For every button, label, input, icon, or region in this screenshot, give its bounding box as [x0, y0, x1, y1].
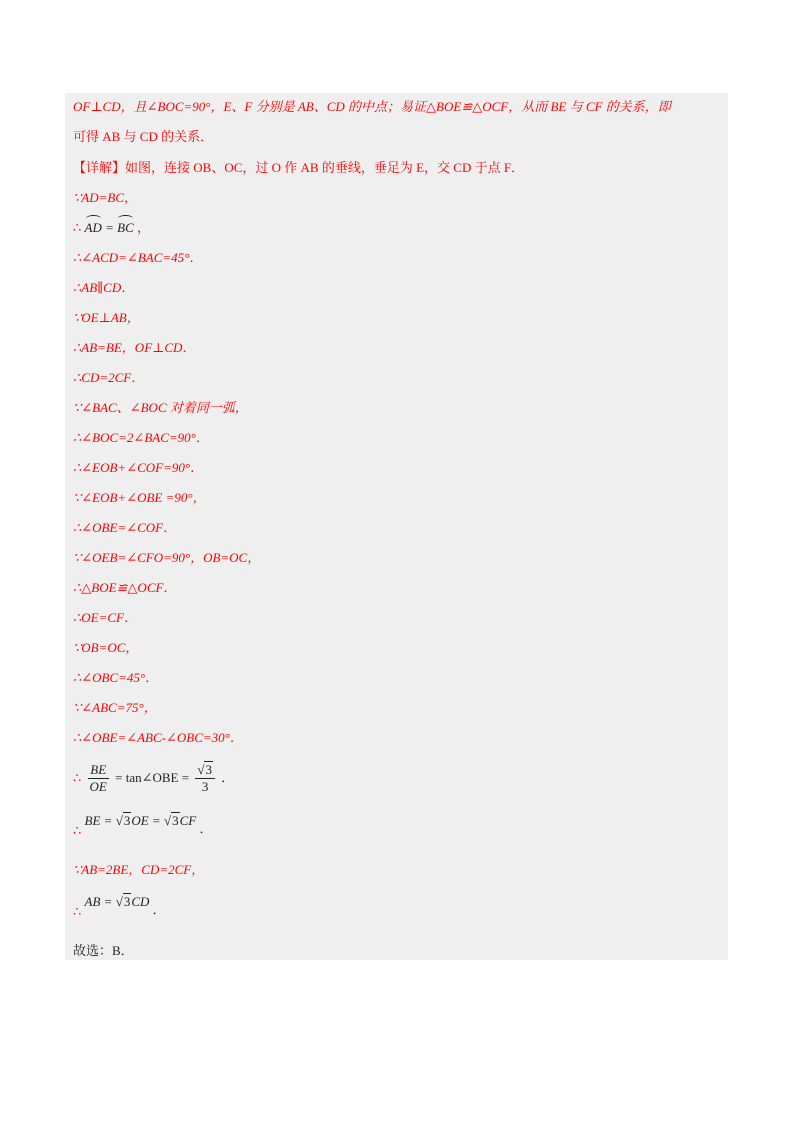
step-6: ∴AB=BE，OF⊥CD．: [73, 340, 196, 355]
step-9: ∴∠BOC=2∠BAC=90°．: [73, 430, 209, 445]
ab-equation: AB = √3CD: [84, 894, 150, 909]
step-5: ∵OE⊥AB，: [73, 310, 140, 325]
detail-label: 【详解】: [73, 160, 126, 175]
intro-line-2: 可得 AB 与 CD 的关系．: [73, 129, 214, 144]
intro-line-1: OF⊥CD，且∠BOC=90°，E、F 分别是 AB、CD 的中点；易证△BOE≌△OCF，从而 BE 与 CF 的关系，即: [73, 99, 671, 114]
step-22: ∵AB=2BE，CD=2CF，: [73, 862, 205, 877]
step-4: ∴AB∥CD．: [73, 280, 135, 295]
step-16: ∵OB=OC，: [73, 640, 139, 655]
step-13: ∵∠OEB=∠CFO=90°，OB=OC，: [73, 550, 261, 565]
step-14: ∴△BOE≌△OCF．: [73, 580, 177, 595]
be-equation: BE = √3OE = √3CF: [84, 813, 197, 828]
step-7: ∴CD=2CF．: [73, 370, 145, 385]
fraction-be-oe: $\frac{BE}{OE}$: [89, 762, 107, 794]
tan-equation: $\frac{BE}{OE}$ = tan∠OBE = $\frac{√3}{3}$ ．: [89, 762, 235, 794]
step-2: ∴ AD = BC ，: [73, 220, 151, 235]
step-17: ∴∠OBC=45°．: [73, 670, 159, 685]
fraction-sqrt3-3: $\frac{√3}{3}$: [195, 762, 215, 795]
conclusion: 故选：B．: [73, 943, 134, 958]
step-3: ∴∠ACD=∠BAC=45°．: [73, 250, 203, 265]
step-15: ∴OE=CF．: [73, 610, 137, 625]
step-19: ∴∠OBE=∠ABC-∠OBC=30°．: [73, 730, 243, 745]
step-8: ∵∠BAC、∠BOC 对着同一弧，: [73, 400, 248, 415]
arc-equation: AD = BC: [84, 220, 134, 235]
step-23-ab: ∴ AB = √3CD ．: [73, 894, 166, 919]
step-1: ∵AD=BC，: [73, 190, 137, 205]
detail-text: 如图，连接 OB、OC，过 O 作 AB 的垂线，垂足为 E，交 CD 于点 F．: [125, 160, 525, 175]
step-11: ∵∠EOB+∠OBE =90°，: [73, 490, 206, 505]
arc-ad: AD: [84, 220, 102, 235]
arc-bc: BC: [117, 220, 134, 235]
step-21-be: ∴ BE = √3OE = √3CF ．: [73, 813, 213, 838]
step-10: ∴∠EOB+∠COF=90°．: [73, 460, 204, 475]
step-20-tan: ∴ $\frac{BE}{OE}$ = tan∠OBE = $\frac{√3}{3}$ ．: [73, 762, 235, 794]
detail-line: [73, 159, 524, 177]
step-18: ∵∠ABC=75°，: [73, 700, 157, 715]
step-12: ∴∠OBE=∠COF．: [73, 520, 177, 535]
